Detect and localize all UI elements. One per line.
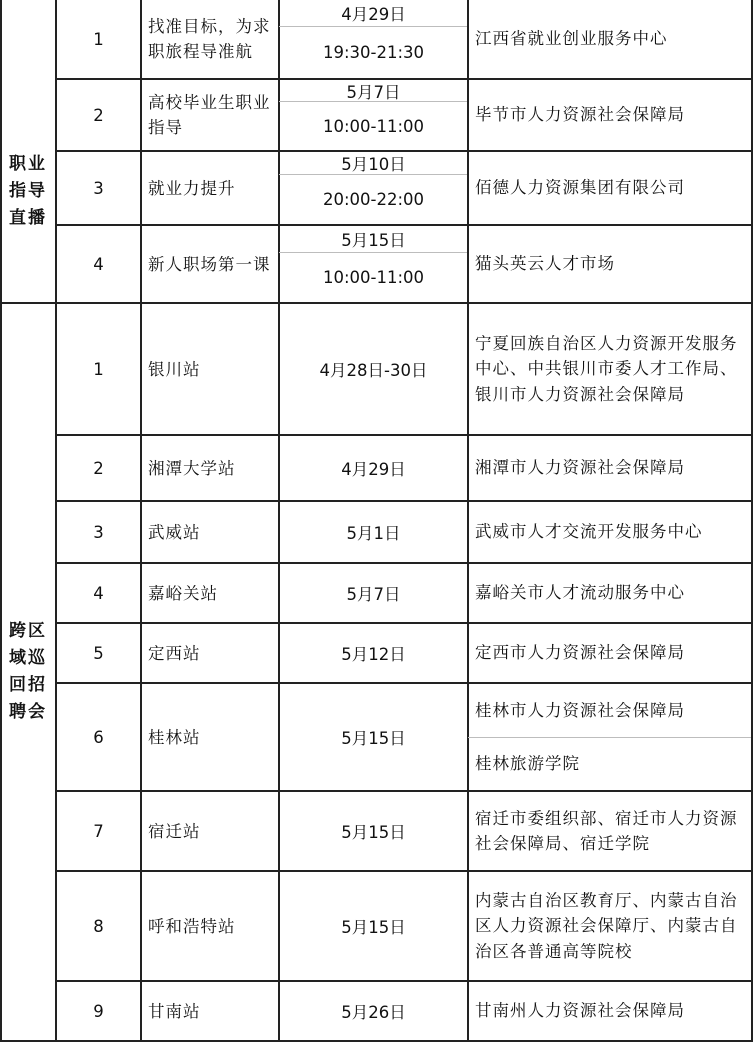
organizer-cell: 宿迁市委组织部、宿迁市人力资源社会保障局、宿迁学院	[475, 808, 738, 853]
row-number: 7	[93, 821, 104, 841]
date-cell: 5月12日	[341, 645, 406, 664]
organizer-cell: 桂林市人力资源社会保障局	[475, 700, 685, 720]
row-number: 1	[93, 359, 104, 379]
topic-cell: 桂林站	[148, 727, 201, 747]
date-cell: 5月15日	[341, 823, 406, 842]
topic-cell: 银川站	[148, 359, 201, 379]
row-number: 4	[93, 583, 104, 603]
time-cell: 19:30-21:30	[322, 43, 425, 62]
topic-cell: 就业力提升	[148, 178, 236, 198]
date-cell: 5月1日	[346, 524, 401, 543]
section-label-tour: 跨区域巡回招聘会	[9, 621, 47, 722]
topic-cell: 嘉峪关站	[148, 583, 218, 603]
topic-cell: 宿迁站	[148, 821, 201, 841]
date-cell: 5月15日	[341, 918, 406, 937]
row-number: 2	[93, 458, 104, 478]
topic-cell: 呼和浩特站	[148, 916, 236, 936]
time-cell: 10:00-11:00	[322, 116, 425, 136]
row-number: 2	[93, 105, 104, 125]
time-cell: 10:00-11:00	[322, 268, 425, 287]
section-label-career: 职业指导直播	[9, 153, 47, 228]
organizer-cell: 猫头英云人才市场	[475, 254, 615, 274]
topic-cell: 湘潭大学站	[148, 458, 236, 478]
date-cell: 5月15日	[341, 231, 406, 250]
row-number: 5	[93, 643, 104, 663]
organizer-cell: 内蒙古自治区教育厅、内蒙古自治区人力资源社会保障厅、内蒙古自治区各普通高等院校	[475, 890, 738, 961]
topic-cell: 武威站	[148, 522, 201, 542]
row-number: 1	[93, 29, 104, 49]
organizer-cell: 甘南州人力资源社会保障局	[475, 1001, 685, 1021]
organizer-cell: 佰德人力资源集团有限公司	[475, 178, 685, 198]
organizer-cell: 宁夏回族自治区人力资源开发服务中心、中共银川市委人才工作局、银川市人力资源社会保障局	[475, 333, 738, 404]
organizer-cell: 江西省就业创业服务中心	[475, 29, 668, 49]
topic-cell: 高校毕业生职业指导	[148, 93, 271, 137]
organizer-cell: 武威市人才交流开发服务中心	[475, 522, 703, 542]
row-number: 9	[93, 1001, 104, 1021]
organizer-cell: 毕节市人力资源社会保障局	[475, 105, 685, 125]
grid-line	[751, 0, 753, 1042]
organizer-cell: 湘潭市人力资源社会保障局	[475, 458, 685, 478]
date-cell: 5月10日	[341, 155, 406, 174]
date-cell: 4月28日-30日	[319, 361, 428, 380]
topic-cell: 新人职场第一课	[148, 254, 271, 274]
organizer-cell: 定西市人力资源社会保障局	[475, 643, 685, 663]
topic-cell: 甘南站	[148, 1001, 201, 1021]
organizer-cell: 嘉峪关市人才流动服务中心	[475, 583, 685, 603]
date-cell: 5月15日	[341, 729, 406, 748]
row-number: 3	[93, 522, 104, 542]
date-cell: 4月29日	[341, 460, 406, 479]
row-number: 8	[93, 916, 104, 936]
topic-cell: 找准目标，为求职旅程导准航	[148, 17, 271, 61]
grid-line	[0, 1040, 753, 1042]
topic-cell: 定西站	[148, 643, 201, 663]
row-number: 3	[93, 178, 104, 198]
row-number: 4	[93, 254, 104, 274]
date-cell: 5月26日	[341, 1003, 406, 1022]
date-cell: 5月7日	[346, 585, 401, 604]
organizer-cell-secondary: 桂林旅游学院	[475, 754, 580, 774]
time-cell: 20:00-22:00	[322, 190, 425, 209]
row-number: 6	[93, 727, 104, 747]
date-cell: 5月7日	[346, 82, 401, 102]
date-cell: 4月29日	[341, 5, 406, 24]
